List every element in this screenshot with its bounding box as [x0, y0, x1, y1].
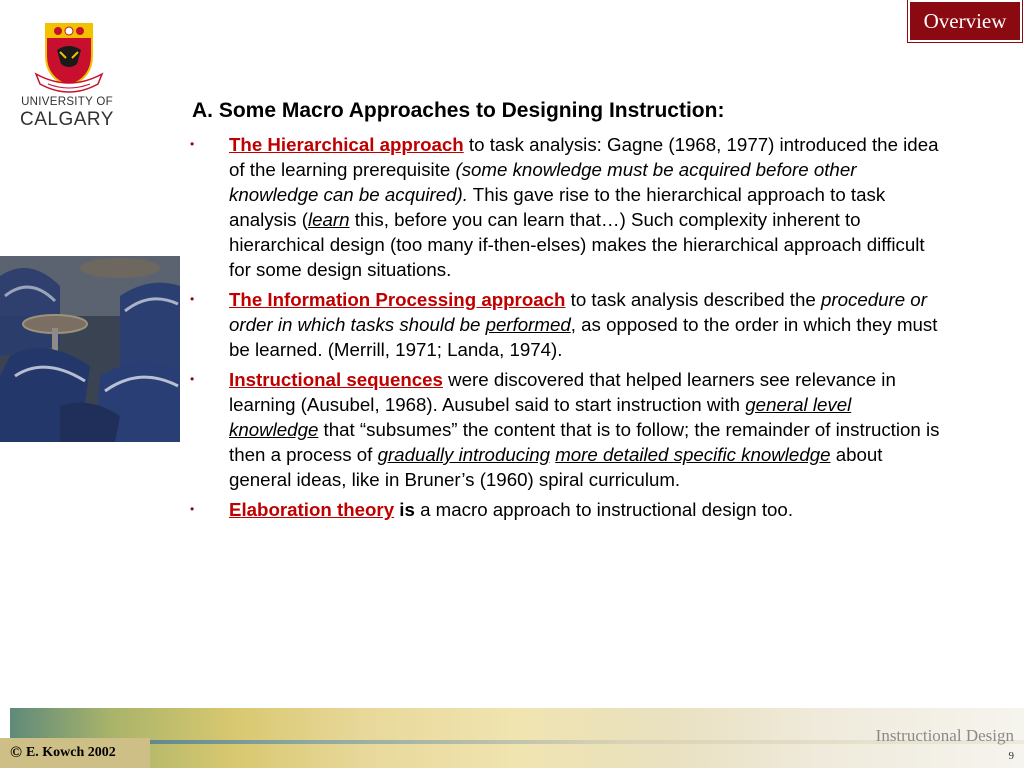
university-logo: [14, 20, 124, 132]
bullet-instructional-sequences: [190, 367, 945, 492]
bullet-italic-underline-text: learn: [307, 209, 350, 230]
footer-title: Instructional Design: [875, 726, 1014, 745]
bullet-dot-icon: •: [190, 502, 195, 516]
footer-band: [10, 708, 1024, 768]
copyright-icon: ©: [10, 744, 22, 761]
bullet-bold-text: is: [394, 499, 415, 520]
term-information-processing-approach[interactable]: The Information Processing approach: [229, 289, 566, 310]
footer-stripe: [10, 740, 1024, 744]
page-number: 9: [1008, 750, 1014, 762]
bullet-text: to task analysis described the: [565, 289, 821, 310]
bullet-text: , as opposed to the order in which they must be learned. (Merrill, 1971; Landa, 1974).: [229, 314, 938, 360]
term-instructional-sequences[interactable]: Instructional sequences: [229, 369, 443, 390]
overview-button[interactable]: Overview: [908, 0, 1022, 42]
bullet-text: This gave rise to the hierarchical approach to task analysis (: [229, 184, 886, 230]
slide-heading: A. Some Macro Approaches to Designing Instruction:: [192, 99, 725, 122]
cafe-chairs-photo: [0, 256, 180, 442]
bullet-italic-text: (some knowledge must be acquired before other knowledge can be acquired).: [229, 159, 857, 205]
bullet-text: to task analysis: Gagne (1968, 1977) introduced the idea of the learning prerequisite: [229, 134, 939, 180]
bullet-italic-text: procedure or order in which tasks should be: [229, 289, 927, 335]
bullet-information-processing: [190, 287, 945, 362]
logo-text-line1: UNIVERSITY OF: [21, 96, 113, 108]
bullet-italic-underline-text: more detailed specific knowledge: [555, 444, 831, 465]
bullet-dot-icon: •: [190, 372, 195, 386]
term-hierarchical-approach[interactable]: The Hierarchical approach: [229, 134, 464, 155]
bullet-list: [190, 132, 945, 527]
bullet-italic-underline-text: gradually introducing: [377, 444, 551, 465]
bullet-text: were discovered that helped learners see relevance in learning (Ausubel, 1968). Ausubel said to start instruction with: [229, 369, 896, 415]
bullet-hierarchical: [190, 132, 945, 282]
copyright-label: [0, 738, 150, 768]
bullet-dot-icon: •: [190, 292, 195, 306]
bullet-dot-icon: •: [190, 137, 195, 151]
bullet-italic-underline-text: performed: [485, 314, 571, 335]
bullet-italic-underline-text: general level knowledge: [229, 394, 852, 440]
term-elaboration-theory[interactable]: Elaboration theory: [229, 499, 395, 520]
bullet-text: about general ideas, like in Bruner’s (1960) spiral curriculum.: [229, 444, 883, 490]
bullet-text: this, before you can learn that…) Such complexity inherent to hierarchical design (too many if-then-elses) makes the hierarchical approach difficult for some design situations.: [229, 209, 925, 280]
logo-text-line2: CALGARY: [20, 109, 114, 130]
copyright-text: E. Kowch 2002: [25, 745, 116, 760]
bullet-elaboration-theory: [190, 497, 945, 522]
bullet-text: a macro approach to instructional design too.: [414, 499, 794, 520]
bullet-text: that “subsumes” the content that is to follow; the remainder of instruction is then a process of: [229, 419, 940, 465]
